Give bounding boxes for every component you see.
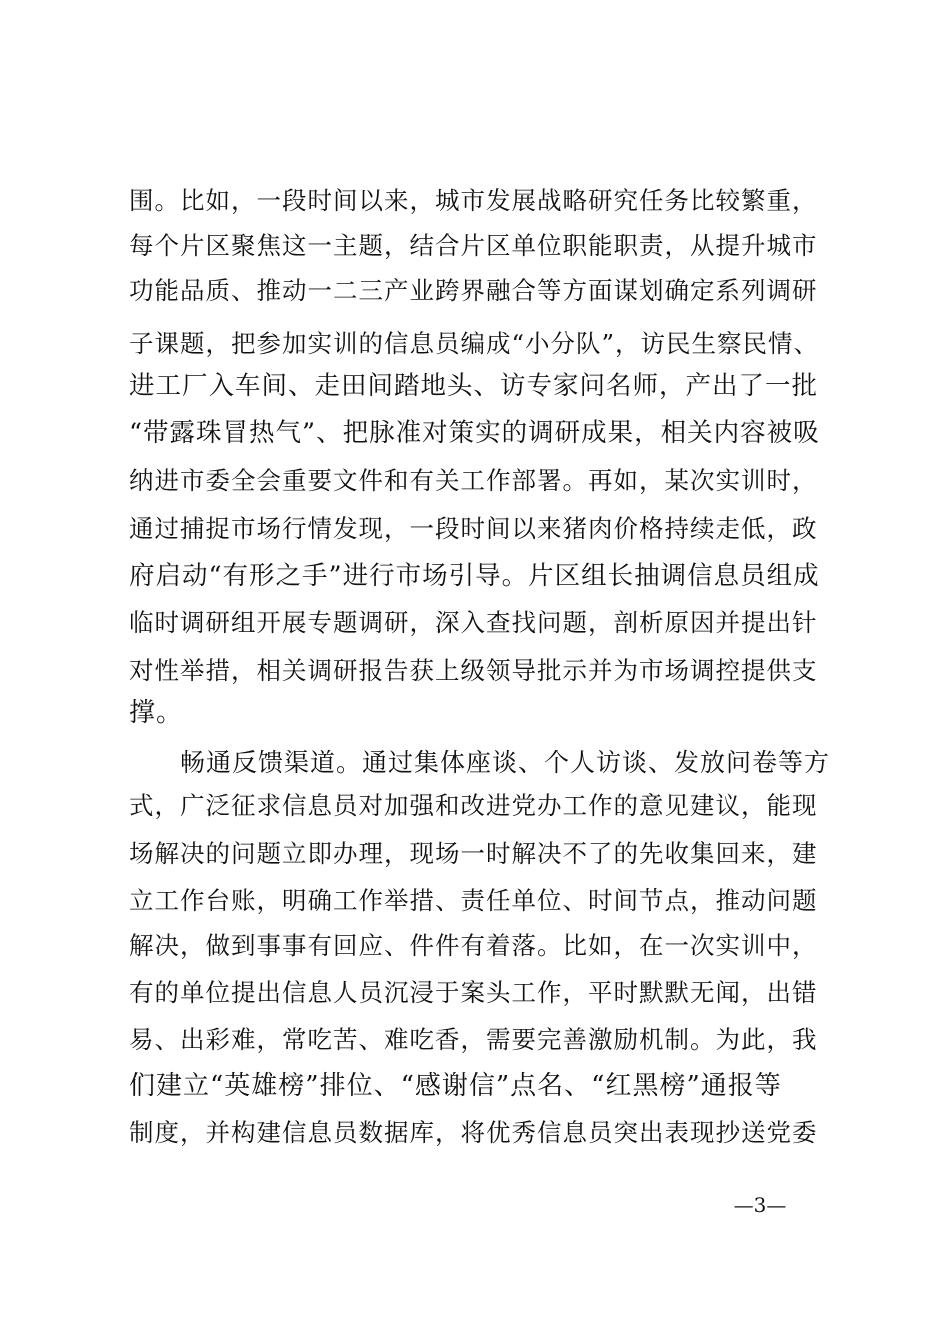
text-line: 场解决的问题立即办理，现场一时解决不了的先收集回来，建 <box>129 839 818 868</box>
text-line: 围。比如，一段时间以来，城市发展战略研究任务比较繁重， <box>129 186 818 215</box>
text-line: 撑。 <box>129 698 184 728</box>
page-number: —3— <box>733 1193 787 1217</box>
text-line: 有的单位提出信息人员沉浸于案头工作，平时默默无闻，出错 <box>129 978 818 1007</box>
text-line: 子课题，把参加实训的信息员编成“小分队”，访民生察民情、 <box>129 329 820 358</box>
text-line: 畅通反馈渠道。通过集体座谈、个人访谈、发放问卷等方 <box>180 748 831 777</box>
text-line: 临时调研组开展专题调研，深入查找问题，剖析原因并提出针 <box>129 608 818 637</box>
text-line: 易、出彩难，常吃苦、难吃香，需要完善激励机制。为此，我 <box>129 1025 818 1054</box>
text-line: 立工作台账，明确工作举措、责任单位、时间节点，推动问题 <box>129 886 818 915</box>
text-line: 式，广泛征求信息员对加强和改进党办工作的意见建议，能现 <box>129 791 818 820</box>
text-line: “带露珠冒热气”、把脉准对策实的调研成果，相关内容被吸 <box>129 418 820 448</box>
text-line: 们建立“英雄榜”排位、“感谢信”点名、“红黑榜”通报等 <box>129 1071 782 1101</box>
text-line: 府启动“有形之手”进行市场引导。片区组长抽调信息员组成 <box>129 561 820 591</box>
text-line: 功能品质、推动一二三产业跨界融合等方面谋划确定系列调研 <box>129 276 818 305</box>
text-line: 进工厂入车间、走田间踏地头、访专家问名师，产出了一批 <box>129 371 819 401</box>
text-line: 每个片区聚焦这一主题，结合片区单位职能职责，从提升城市 <box>129 231 818 260</box>
text-line: 解决，做到事事有回应、件件有着落。比如，在一次实训中， <box>129 931 818 960</box>
text-line: 纳进市委全会重要文件和有关工作部署。再如，某次实训时， <box>129 466 818 495</box>
text-line: 制度，并构建信息员数据库，将优秀信息员突出表现抄送党委 <box>129 1118 818 1147</box>
text-line: 对性举措，相关调研报告获上级领导批示并为市场调控提供支 <box>129 656 818 685</box>
text-line: 通过捕捉市场行情发现，一段时间以来猪肉价格持续走低，政 <box>129 514 818 543</box>
